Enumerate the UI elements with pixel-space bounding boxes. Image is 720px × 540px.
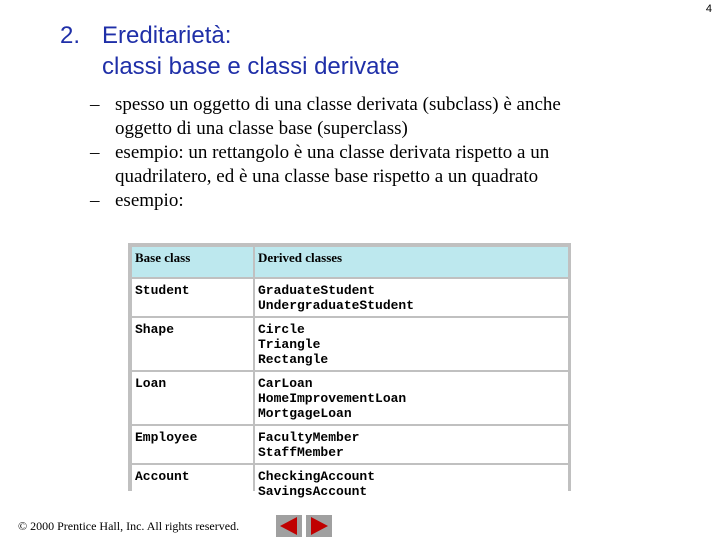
- previous-slide-button[interactable]: [276, 515, 302, 537]
- table-row: [132, 426, 568, 463]
- bullet-dash: –: [90, 94, 100, 115]
- base-class-cell: Shape: [132, 318, 253, 370]
- derived-class: Circle: [258, 322, 305, 337]
- bullet-item: [90, 189, 690, 213]
- derived-class: HomeImprovementLoan: [258, 391, 407, 406]
- table-row: [132, 279, 568, 316]
- class-table-frame: [128, 243, 571, 499]
- base-class-cell: Account: [132, 465, 253, 502]
- derived-class: CarLoan: [258, 376, 313, 391]
- derived-class: CheckingAccount: [258, 469, 376, 484]
- class-table: [130, 245, 570, 504]
- table-row: [132, 465, 568, 502]
- base-class-cell: Student: [132, 279, 253, 316]
- derived-class: MortgageLoan: [258, 406, 352, 421]
- slide-title: [60, 20, 399, 82]
- derived-class: GraduateStudent: [258, 283, 376, 298]
- title-number: 2.: [60, 22, 81, 49]
- title-line-2: classi base e classi derivate: [102, 53, 400, 80]
- derived-class: UndergraduateStudent: [258, 298, 415, 313]
- title-line-1: [60, 20, 399, 51]
- table-row: [132, 318, 568, 370]
- bullet-item: [90, 93, 690, 141]
- derived-class: FacultyMember: [258, 430, 360, 445]
- derived-classes-cell: [255, 318, 568, 370]
- base-class-cell: Employee: [132, 426, 253, 463]
- header-derived-classes: Derived classes: [255, 247, 568, 277]
- bullet-text: spesso un oggetto di una classe derivata (subclass) è anche: [115, 94, 561, 115]
- bullet-text: esempio: un rettangolo è una classe derivata rispetto a un: [115, 142, 550, 163]
- arrow-left-icon: [276, 515, 302, 537]
- derived-class: StaffMember: [258, 445, 344, 460]
- next-slide-button[interactable]: [306, 515, 332, 537]
- bullet-dash: –: [90, 142, 100, 163]
- header-base-class: Base class: [132, 247, 253, 277]
- bullet-item: [90, 141, 690, 189]
- table-header-row: [132, 247, 568, 277]
- derived-classes-cell: [255, 465, 568, 502]
- bullet-list: [90, 93, 690, 213]
- bullet-text: oggetto di una classe base (superclass): [115, 118, 408, 139]
- derived-classes-cell: [255, 279, 568, 316]
- bullet-text: esempio:: [115, 190, 184, 211]
- base-class-cell: Loan: [132, 372, 253, 424]
- bullet-text: quadrilatero, ed è una classe base rispetto a un quadrato: [115, 166, 539, 187]
- bullet-dash: –: [90, 190, 100, 211]
- arrow-right-icon: [306, 515, 332, 537]
- copyright-footer: © 2000 Prentice Hall, Inc. All rights reserved.: [18, 519, 240, 533]
- derived-class: SavingsAccount: [258, 484, 368, 499]
- slide-number: 4: [705, 3, 712, 15]
- derived-classes-cell: [255, 426, 568, 463]
- title-text-1: Ereditarietà:: [102, 22, 232, 49]
- derived-class: Triangle: [258, 337, 321, 352]
- derived-class: Rectangle: [258, 352, 329, 367]
- table-row: [132, 372, 568, 424]
- derived-classes-cell: [255, 372, 568, 424]
